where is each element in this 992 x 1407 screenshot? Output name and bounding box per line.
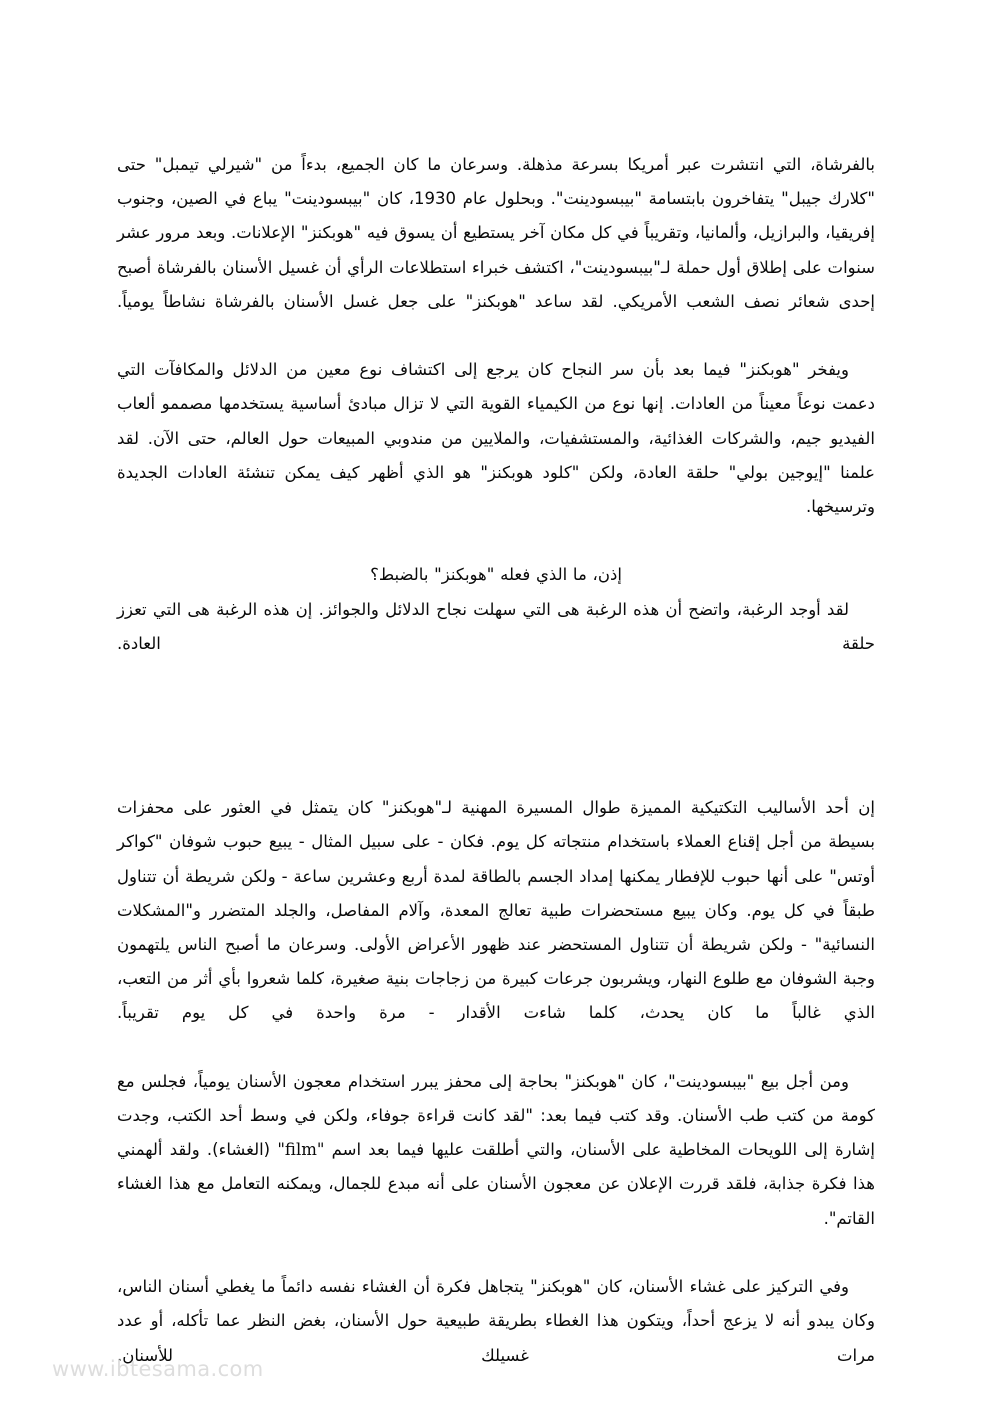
latin-term-film: "film" — [277, 1140, 325, 1160]
paragraph-2: ويفخر "هوبكنز" فيما بعد بأن سر النجاح كان يرجع إلى اكتشاف نوع معين من الدلائل والمكافآت التي دعمت نوعاً معيناً من العادات. إنها نوع من الكيمياء القوية التي لا تزال مبادئ أساسية يستخدمها مصممو ألعاب الفيديو جيم، والشركات الغذائية، والمستشفيات، والملايين من مندوبي المبيعات حول العالم، حتى الآن. لقد علمنا "إيوجين بولي" حلقة العادة، ولكن "كلود هوبكنز" هو الذي أظهر كيف يمكن تنشئة العادات الجديدة وترسيخها. — [117, 360, 875, 517]
paragraph-5: إن أحد الأساليب التكتيكية المميزة طوال المسيرة المهنية لـ"هوبكنز" كان يتمثل في العثور على محفزات بسيطة من أجل إقناع العملاء باستخدام منتجاته كل يوم. فكان - على سبيل المثال - يبيع حبوب شوفان "كواكر أوتس" على أنها حبوب للإفطار يمكنها إمداد الجسم بالطاقة لمدة أربع وعشرين ساعة - ولكن شريطة أن تتناول طبقاً في كل يوم. وكان يبيع مستحضرات طبية تعالج المعدة، وآلام المفاصل، والجلد المتضرر و"المشكلات النسائية" - ولكن شريطة أن تتناول المستحضر عند ظهور الأعراض الأولى. وسرعان ما أصبح الناس يلتهمون وجبة الشوفان مع طلوع النهار، ويشربون جرعات كبيرة من زجاجات بنية صغيرة، كلما شعروا بأي أثر من التعب، الذي غالباً ما كان يحدث، كلما شاءت الأقدار - مرة واحدة في كل يوم تقريباً. — [117, 798, 875, 1023]
section-two — [117, 791, 875, 1407]
section-separator-gap — [117, 695, 875, 791]
paragraph-7: وفي التركيز على غشاء الأسنان، كان "هوبكنز" يتجاهل فكرة أن الغشاء نفسه دائماً ما يغطي أسنان الناس، وكان يبدو أنه لا يزعج أحداً، ويتكون هذا الغطاء بطريقة طبيعية حول الأسنان، بغض النظر عما تأكله، أو عدد مرات غسيلك للأسنان. — [117, 1277, 875, 1365]
paragraph-3-question: إذن، ما الذي فعله "هوبكنز" بالضبط؟ — [370, 565, 622, 585]
site-watermark: www.ibtesama.com — [52, 1357, 264, 1381]
paragraph-1: بالفرشاة، التي انتشرت عبر أمريكا بسرعة مذهلة. وسرعان ما كان الجميع، بدءاً من "شيرلي تيمبل" حتى "كلارك جيبل" يتفاخرون بابتسامة "بيبسودينت". وبحلول عام 1930، كان "بيبسودينت" يباع في الصين، وجنوب إفريقيا، والبرازيل، وألمانيا، وتقريباً في كل مكان آخر يستطيع أن يسوق فيه "هوبكنز" الإعلانات. وبعد مرور عشر سنوات على إطلاق أول حملة لـ"بيبسودينت"، اكتشف خبراء استطلاعات الرأي أن غسيل الأسنان بالفرشاة أصبح إحدى شعائر نصف الشعب الأمريكي. لقد ساعد "هوبكنز" على جعل غسل الأسنان بالفرشاة نشاطاً يومياً. — [117, 155, 875, 311]
paragraph-6 — [117, 1065, 875, 1270]
paragraph-6-text-before: ومن أجل بيع "بيبسودينت"، كان "هوبكنز" بحاجة إلى محفز يبرر استخدام معجون الأسنان يومياً، فجلس مع كومة من كتب طب الأسنان. وقد كتب فيما بعد: "لقد كانت قراءة جوفاء، ولكن في وسط أحد الكتب، وجدت إشارة إلى اللويحات المخاطية على الأسنان، والتي أطلقت عليها فيما بعد اسم — [117, 1071, 875, 1160]
section-one — [117, 148, 875, 695]
page-content — [117, 148, 875, 1407]
paragraph-4: لقد أوجد الرغبة، واتضح أن هذه الرغبة هى التي سهلت نجاح الدلائل والجوائز. إن هذه الرغبة هى التي تعزز حلقة العادة. — [117, 599, 875, 653]
paragraph-6-text-after: (الغشاء). ولقد ألهمني هذا فكرة جذابة، فلقد قررت الإعلان عن معجون الأسنان على أنه مبدع للجمال، ويمكنه التعامل مع هذا الغشاء القاتم". — [117, 1140, 875, 1228]
